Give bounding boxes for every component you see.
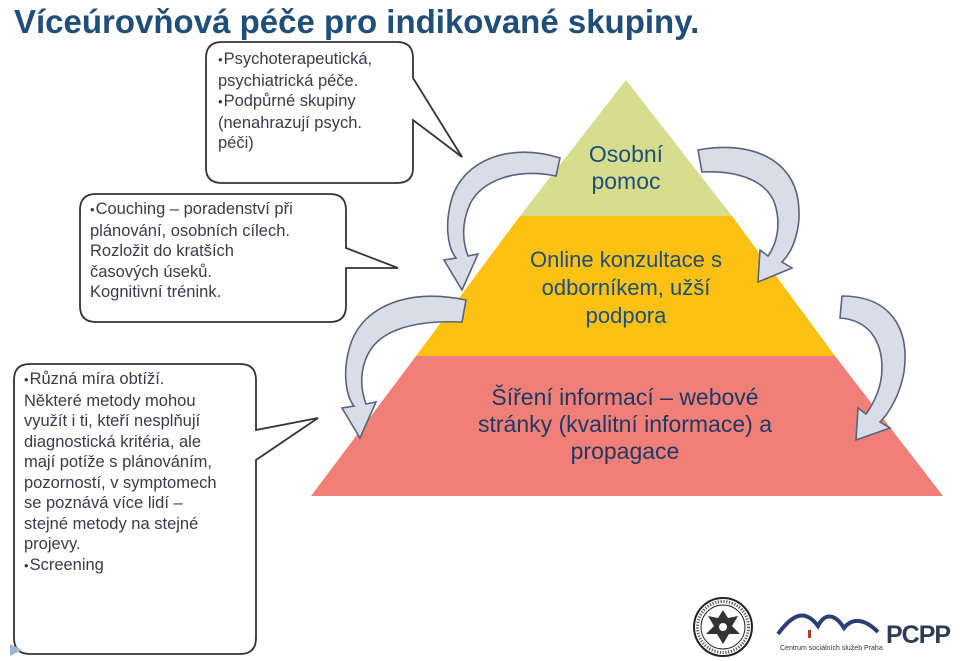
bubble-bottom-line-1: Různá míra obtíží. xyxy=(29,370,165,388)
pcpp-logo xyxy=(886,620,956,650)
bubble-top-item-1: •Psychoterapeutická, psychiatrická péče. xyxy=(218,49,408,91)
pcpp-logo-text: PCPP xyxy=(886,621,951,649)
bubble-middle-line-5: Kognitivní trénink. xyxy=(90,283,222,301)
bubble-bottom-line-9: projevy. xyxy=(24,535,81,553)
pyramid-bottom-line-2: stránky (kvalitní informace) a xyxy=(478,411,772,437)
slide-title: Víceúrovňová péče pro indikované skupiny. xyxy=(14,3,700,40)
bubble-top-item-1-line-2: psychiatrická péče. xyxy=(218,71,359,90)
bubble-middle-line-1: Couching – poradenství při xyxy=(95,200,293,218)
pyramid-top-line-2: pomoc xyxy=(591,168,661,194)
csspp-caption: Centrum sociálních služeb Praha xyxy=(780,645,883,652)
bubble-bottom-line-3: využít i ti, kteří nesplňují xyxy=(24,412,201,430)
bubble-middle-line-4: časových úseků. xyxy=(90,262,212,281)
bubble-bottom-line-10: Screening xyxy=(29,555,104,574)
bubble-top-item-2-line-1: Podpůrné skupiny xyxy=(223,92,356,110)
bubble-bottom-line-2: Některé metody mohou xyxy=(24,391,196,410)
bubble-bottom-line-4: diagnostická kritéria, ale xyxy=(24,432,202,451)
bubble-bottom-line-8: stejné metody na stejné xyxy=(24,514,199,533)
bubble-top-item-1-line-1: Psychoterapeutická, xyxy=(223,50,373,68)
bubble-top-item-2-line-3: péči) xyxy=(218,134,254,152)
pyramid-middle-line-2: odborníkem, užší xyxy=(541,275,711,300)
bubble-middle-text xyxy=(90,199,342,303)
pyramid-middle-line-1: Online konzultace s xyxy=(530,247,722,272)
bubble-middle-line-3: Rozložit do kratších xyxy=(90,242,234,260)
bubble-bottom-text xyxy=(24,369,254,576)
bubble-top-item-2-line-2: (nenahrazují psych. xyxy=(218,113,362,132)
bubble-middle-line-2: plánování, osobních cílech. xyxy=(90,221,290,240)
bubble-bottom-line-5: mají potíže s plánováním, xyxy=(24,453,213,471)
slide-nav-icon[interactable] xyxy=(8,642,24,658)
pyramid-bottom-line-3: propagace xyxy=(570,438,680,464)
pyramid-bottom-line-1: Šíření informací – webové xyxy=(491,384,759,410)
bubble-bottom-item-1: •Různá míra obtíží. Některé metody mohou využít i ti, kteří nesplňují diagnostická kritéria, ale mají potíže s plánováním, pozorností, v symptomech se poznává více lidí – stejné metody na stejné projevy. xyxy=(24,369,254,555)
bubble-middle-item-1: •Couching – poradenství při plánování, osobních cílech. Rozložit do kratších časových úseků. Kognitivní trénink. xyxy=(90,199,342,303)
bubble-bottom-line-6: pozorností, v symptomech xyxy=(24,473,217,492)
pyramid-middle-label xyxy=(480,246,772,330)
bubble-bottom-item-2: •Screening xyxy=(24,555,104,574)
pyramid-bottom-label xyxy=(400,384,850,465)
pyramid-top-line-1: Osobní xyxy=(588,141,664,167)
university-seal-icon xyxy=(692,596,754,658)
pyramid-middle-line-3: podpora xyxy=(585,303,667,328)
pyramid-top-label xyxy=(540,141,712,195)
bubble-top-text xyxy=(218,49,408,154)
bubble-bottom-line-7: se poznává více lidí – xyxy=(24,494,183,512)
bubble-top-item-2: •Podpůrné skupiny (nenahrazují psych. péči) xyxy=(218,91,408,154)
